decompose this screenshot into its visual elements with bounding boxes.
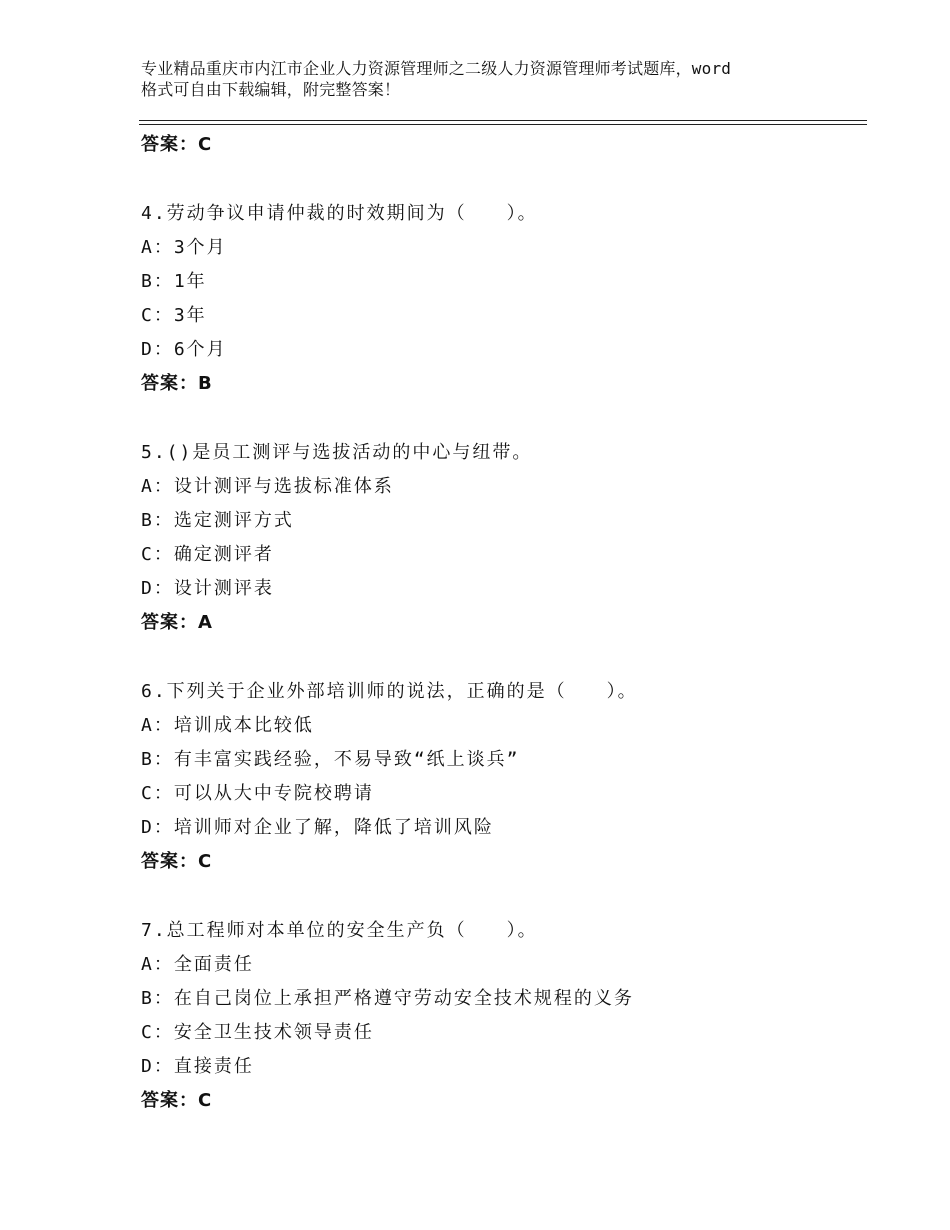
answer-label: 答案：C (141, 1090, 213, 1111)
question-block-4 (141, 197, 861, 401)
header-title-line-1: 专业精品重庆市内江市企业人力资源管理师之二级人力资源管理师考试题库，word (141, 59, 732, 78)
option-b: B：选定测评方式 (141, 510, 294, 531)
option-d: D：直接责任 (141, 1056, 254, 1077)
option-d: D：设计测评表 (141, 578, 274, 599)
question-stem: 5.()是员工测评与选拔活动的中心与纽带。 (141, 442, 533, 463)
option-b: B：有丰富实践经验，不易导致“纸上谈兵” (141, 749, 520, 770)
header-divider-top (139, 120, 867, 121)
question-stem: 7.总工程师对本单位的安全生产负（ ）。 (141, 920, 538, 941)
option-a: A：全面责任 (141, 954, 254, 975)
option-a: A：培训成本比较低 (141, 715, 314, 736)
option-b: B：在自己岗位上承担严格遵守劳动安全技术规程的义务 (141, 988, 634, 1009)
header-divider-bottom (139, 124, 867, 125)
question-block-5 (141, 436, 861, 640)
question-block-6 (141, 675, 861, 879)
option-c: C：安全卫生技术领导责任 (141, 1022, 374, 1043)
question-stem: 6.下列关于企业外部培训师的说法，正确的是（ ）。 (141, 681, 638, 702)
header-title-line-2: 格式可自由下载编辑，附完整答案！ (141, 80, 401, 99)
answer-label: 答案：A (141, 612, 213, 633)
option-c: C：可以从大中专院校聘请 (141, 783, 374, 804)
question-list (141, 128, 861, 1118)
option-a: A：设计测评与选拔标准体系 (141, 476, 394, 497)
option-d: D：6个月 (141, 339, 227, 360)
option-a: A：3个月 (141, 237, 227, 258)
answer-label: 答案：C (141, 851, 213, 872)
option-b: B：1年 (141, 271, 207, 292)
option-c: C：3年 (141, 305, 207, 326)
option-c: C：确定测评者 (141, 544, 274, 565)
answer-label: 答案：C (141, 134, 213, 155)
option-d: D：培训师对企业了解，降低了培训风险 (141, 817, 494, 838)
question-block-7 (141, 914, 861, 1118)
answer-label: 答案：B (141, 373, 213, 394)
document-header (141, 58, 841, 100)
question-stem: 4.劳动争议申请仲裁的时效期间为（ ）。 (141, 203, 538, 224)
